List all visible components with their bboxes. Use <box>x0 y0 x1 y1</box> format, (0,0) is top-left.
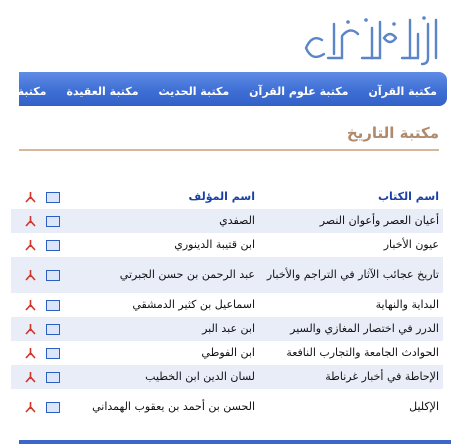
table-row <box>11 233 443 257</box>
header-author-name: اسم المؤلف <box>188 190 255 203</box>
open-book-icon[interactable] <box>46 348 60 359</box>
page-title: مكتبة التاريخ <box>346 124 439 142</box>
pdf-icon[interactable] <box>25 323 36 335</box>
table-row <box>11 389 443 425</box>
pdf-icon[interactable] <box>25 239 36 251</box>
row-actions <box>11 209 75 233</box>
book-author: ابن الفوطي <box>201 346 255 359</box>
pdf-icon[interactable] <box>25 215 36 227</box>
book-author: ابن قتيبة الدينوري <box>174 238 255 251</box>
book-title[interactable]: عيون الأخبار <box>383 238 439 251</box>
pdf-icon[interactable] <box>25 347 36 359</box>
row-actions <box>11 389 75 425</box>
header-book-name: اسم الكتاب <box>377 190 439 203</box>
nav-aqeedah-library[interactable]: مكتبة العقيدة <box>66 85 139 98</box>
table-row <box>11 365 443 389</box>
open-book-icon[interactable] <box>46 216 60 227</box>
table-header-row <box>11 185 443 209</box>
book-author: ابن عبد البر <box>202 322 255 335</box>
book-title[interactable]: تاريخ عجائب الآثار في التراجم والأخبار <box>266 268 439 281</box>
open-book-icon[interactable] <box>46 372 60 383</box>
book-title[interactable]: الإكليل <box>409 400 439 413</box>
header <box>19 0 451 72</box>
row-actions <box>11 317 75 341</box>
row-actions <box>11 341 75 365</box>
pdf-icon[interactable] <box>25 299 36 311</box>
site-logo[interactable] <box>298 14 443 68</box>
book-author: اسماعيل بن كثير الدمشقي <box>132 298 255 311</box>
open-book-icon[interactable] <box>46 240 60 251</box>
footer-bar <box>19 440 451 444</box>
open-book-icon[interactable] <box>46 324 60 335</box>
nav-hadith-library[interactable]: مكتبة الحديث <box>158 85 230 98</box>
book-author: لسان الدين ابن الخطيب <box>145 370 255 383</box>
pdf-icon[interactable] <box>25 269 36 281</box>
main-nav <box>9 72 447 106</box>
nav-quran-sciences-library[interactable]: مكتبة علوم القرآن <box>249 85 349 98</box>
open-book-icon <box>46 192 60 203</box>
book-title[interactable]: الدرر في اختصار المغازي والسير <box>290 322 439 335</box>
open-book-icon[interactable] <box>46 402 60 413</box>
table-row <box>11 209 443 233</box>
book-title[interactable]: أعيان العصر وأعوان النصر <box>319 214 439 227</box>
header-actions <box>11 185 75 209</box>
book-title[interactable]: الإحاطة في أخبار غرناطة <box>325 370 439 383</box>
table-row <box>11 257 443 293</box>
book-author: عبد الرحمن بن حسن الجبرتي <box>119 268 255 281</box>
table-row <box>11 293 443 317</box>
pdf-icon <box>25 191 36 203</box>
pdf-icon[interactable] <box>25 401 36 413</box>
book-author: الحسن بن أحمد بن يعقوب الهمداني <box>92 400 255 413</box>
books-table <box>11 185 443 425</box>
open-book-icon[interactable] <box>46 270 60 281</box>
table-row <box>11 341 443 365</box>
open-book-icon[interactable] <box>46 300 60 311</box>
book-title[interactable]: البداية والنهاية <box>375 298 439 311</box>
nav-next-library[interactable]: مكتبة ا <box>9 85 47 98</box>
book-title[interactable]: الحوادث الجامعة والتجارب النافعة <box>286 346 439 359</box>
book-author: الصفدي <box>219 214 255 227</box>
row-actions <box>11 233 75 257</box>
row-actions <box>11 365 75 389</box>
row-actions <box>11 293 75 317</box>
title-divider <box>19 149 439 151</box>
nav-quran-library[interactable]: مكتبة القرآن <box>368 85 437 98</box>
row-actions <box>11 257 75 293</box>
table-row <box>11 317 443 341</box>
pdf-icon[interactable] <box>25 371 36 383</box>
